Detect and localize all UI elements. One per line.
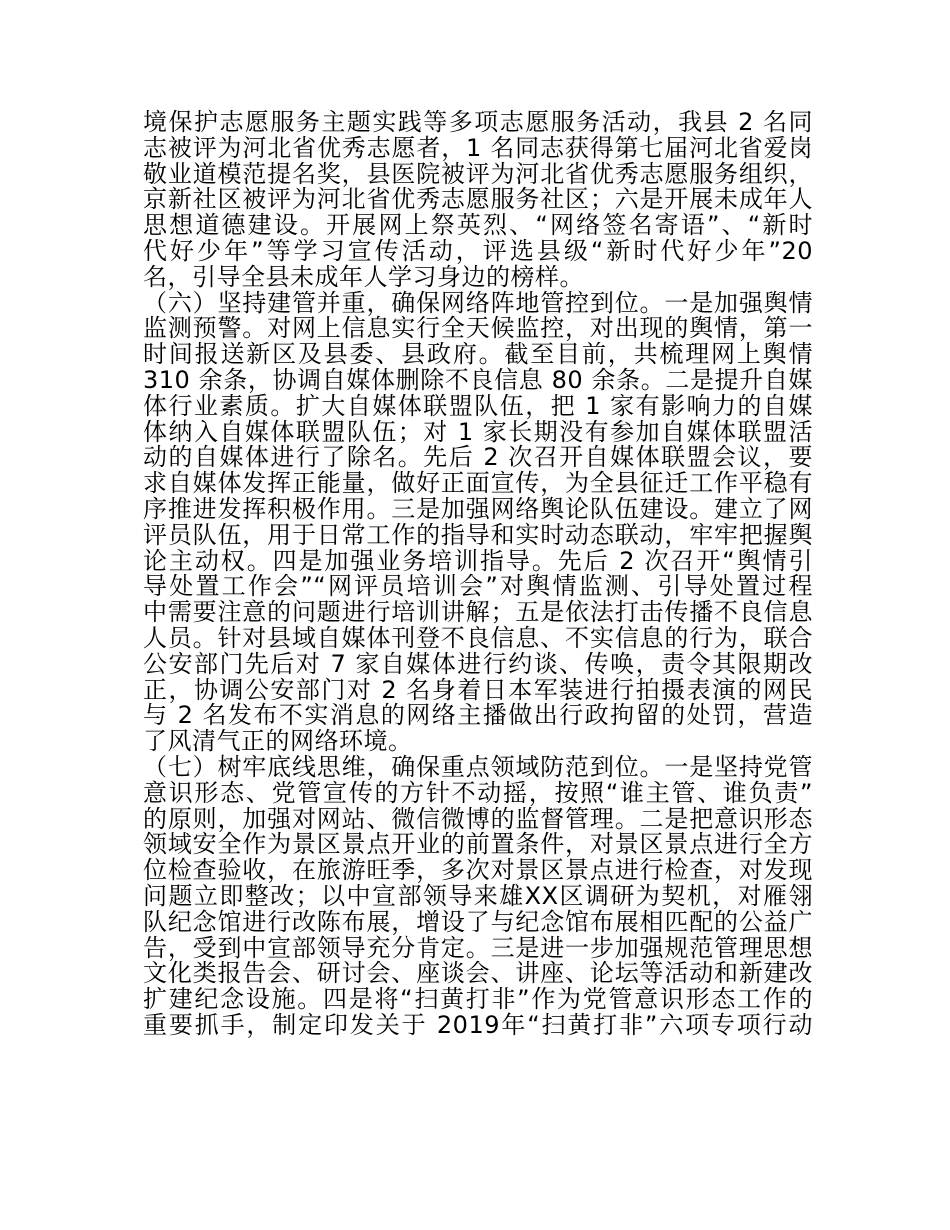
text-line: 时间报送新区及县委、县政府。截至目前，共梳理网上舆情 — [143, 340, 813, 369]
section-heading-line: （六）坚持建管并重，确保网络阵地管控到位。一是加强舆情 — [143, 288, 813, 317]
text-line: 领域安全作为景区景点开业的前置条件，对景区景点进行全方 — [143, 830, 813, 859]
text-line: 位检查验收，在旅游旺季，多次对景区景点进行检查，对发现 — [143, 856, 813, 885]
text-line: 问题立即整改；以中宣部领导来雄XX区调研为契机，对雁翎 — [143, 881, 813, 910]
text-line: 重要抓手，制定印发关于 2019年“扫黄打非”六项专项行动 — [143, 1010, 813, 1039]
text-line: 310 余条，协调自媒体删除不良信息 80 余条。二是提升自媒 — [143, 365, 813, 394]
text-line: 与 2 名发布不实消息的网络主播做出行政拘留的处罚，营造 — [143, 701, 813, 730]
text-line: 文化类报告会、研讨会、座谈会、讲座、论坛等活动和新建改 — [143, 959, 813, 988]
text-line: 中需要注意的问题进行培训讲解；五是依法打击传播不良信息 — [143, 598, 813, 627]
text-line: 队纪念馆进行改陈布展，增设了与纪念馆布展相匹配的公益广 — [143, 907, 813, 936]
text-line: 体纳入自媒体联盟队伍；对 1 家长期没有参加自媒体联盟活 — [143, 417, 813, 446]
text-line: 监测预警。对网上信息实行全天候监控，对出现的舆情，第一 — [143, 314, 813, 343]
text-line: 意识形态、党管宣传的方针不动摇，按照“谁主管、谁负责” — [143, 778, 813, 807]
document-body — [143, 110, 813, 1039]
text-line: 评员队伍，用于日常工作的指导和实时动态联动，牢牢把握舆 — [143, 520, 813, 549]
text-line: 动的自媒体进行了除名。先后 2 次召开自媒体联盟会议，要 — [143, 443, 813, 472]
section-heading-line: （七）树牢底线思维，确保重点领域防范到位。一是坚持党管 — [143, 752, 813, 781]
text-line: 境保护志愿服务主题实践等多项志愿服务活动，我县 2 名同 — [143, 108, 813, 136]
text-line: 导处置工作会”“网评员培训会”对舆情监测、引导处置过程 — [143, 572, 813, 601]
text-line: 敬业道模范提名奖，县医院被评为河北省优秀志愿服务组织， — [143, 159, 813, 188]
text-line: 公安部门先后对 7 家自媒体进行约谈、传唤，责令其限期改 — [143, 649, 813, 678]
text-line: 求自媒体发挥正能量，做好正面宣传，为全县征迁工作平稳有 — [143, 469, 813, 498]
text-line: 体行业素质。扩大自媒体联盟队伍，把 1 家有影响力的自媒 — [143, 391, 813, 420]
text-line: 了风清气正的网络环境。 — [143, 727, 413, 756]
text-line: 扩建纪念设施。四是将“扫黄打非”作为党管意识形态工作的 — [143, 985, 813, 1014]
text-line: 人员。针对县域自媒体刊登不良信息、不实信息的行为，联合 — [143, 623, 813, 652]
text-line: 京新社区被评为河北省优秀志愿服务社区；六是开展未成年人 — [143, 185, 813, 214]
text-line: 告，受到中宣部领导充分肯定。三是进一步加强规范管理思想 — [143, 933, 813, 962]
text-line: 志被评为河北省优秀志愿者，1 名同志获得第七届河北省爱岗 — [143, 133, 813, 162]
text-line: 名，引导全县未成年人学习身边的榜样。 — [143, 262, 584, 291]
text-line: 正，协调公安部门对 2 名身着日本军装进行拍摄表演的网民 — [143, 675, 813, 704]
text-line: 思想道德建设。开展网上祭英烈、“网络签名寄语”、“新时 — [143, 211, 813, 240]
text-line: 论主动权。四是加强业务培训指导。先后 2 次召开“舆情引 — [143, 546, 813, 575]
text-line: 序推进发挥积极作用。三是加强网络舆论队伍建设。建立了网 — [143, 494, 813, 523]
text-line: 代好少年”等学习宣传活动，评选县级“新时代好少年”20 — [143, 236, 813, 265]
text-line: 的原则，加强对网站、微信微博的监督管理。二是把意识形态 — [143, 804, 813, 833]
